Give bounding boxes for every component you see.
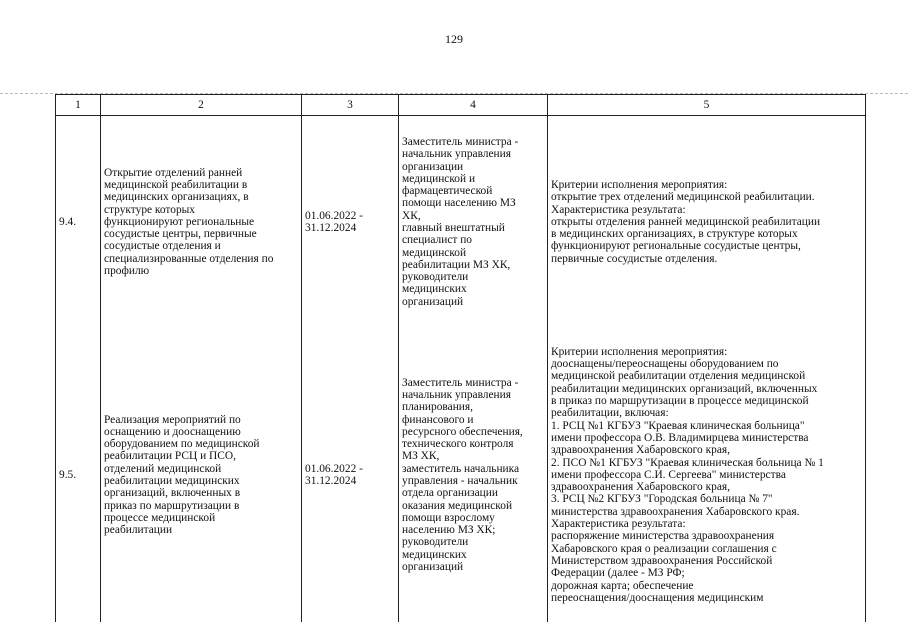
criteria-cell: Критерии исполнения мероприятия: дооснащены/переоснащены оборудованием по медицинской реабилитации отделения медицинской реабилитации медицинских организаций, включенных в приказ по маршрутизации в процессе медицинской реабилитации, включая: 1. РСЦ №1 КГБУЗ "Краевая клиническая больница" имени профессора О.В. Владимирцева министерства здравоохранения Хабаровского края, 2. ПСО №1 КГБУЗ "Краевая клиническая больница № 1 имени профессора С.И. Сергеева" министерства здравоохранения Хабаровского края, 3. РСЦ №2 КГБУЗ "Городская больница № 7" министерства здравоохранения Хабаровского края. Характеристика результата: распоряжение министерства здравоохранения Хабаровского края о реализации соглашения с Министерством здравоохранения Российской Федерации (далее - МЗ РФ; дорожная карта; обеспечение переоснащения/дооснащения медицинским	[548, 328, 866, 622]
table-row	[56, 328, 866, 622]
responsible-cell: Заместитель министра - начальник управления планирования, финансового и ресурсного обеспечения, технического контроля МЗ ХК, заместитель начальника управления - начальник отдела организации оказания медицинской помощи взрослому населению МЗ ХК; руководители медицинских организаций	[399, 328, 548, 622]
row-number: 9.5.	[56, 328, 101, 622]
activity-cell: Реализация мероприятий по оснащению и дооснащению оборудованием по медицинской реабилитации РСЦ и ПСО, отделений медицинской реабилитации медицинских организаций, включенных в приказ по маршрутизации в процессе медицинской реабилитации	[101, 328, 302, 622]
table-row	[56, 116, 866, 329]
activities-table	[55, 94, 866, 622]
period-cell: 01.06.2022 - 31.12.2024	[302, 328, 399, 622]
header-cell-3: 3	[302, 95, 399, 116]
responsible-cell: Заместитель министра - начальник управления организации медицинской и фармацевтической помощи населению МЗ ХК, главный внештатный специалист по медицинской реабилитации МЗ ХК, руководители медицинских организаций	[399, 116, 548, 329]
page-number: 129	[445, 32, 463, 46]
header-cell-1: 1	[56, 95, 101, 116]
header-cell-5: 5	[548, 95, 866, 116]
table-header-row	[56, 95, 866, 116]
activity-cell: Открытие отделений ранней медицинской реабилитации в медицинских организациях, в структуре которых функционируют региональные сосудистые центры, первичные сосудистые отделения и специализированные отделения по профилю	[101, 116, 302, 329]
row-number: 9.4.	[56, 116, 101, 329]
header-cell-4: 4	[399, 95, 548, 116]
period-cell: 01.06.2022 - 31.12.2024	[302, 116, 399, 329]
criteria-cell: Критерии исполнения мероприятия: открытие трех отделений медицинской реабилитации. Характеристика результата: открыты отделения ранней медицинской реабилитации в медицинских организациях, в структуре которых функционируют региональные сосудистые центры, первичные сосудистые отделения.	[548, 116, 866, 329]
header-cell-2: 2	[101, 95, 302, 116]
